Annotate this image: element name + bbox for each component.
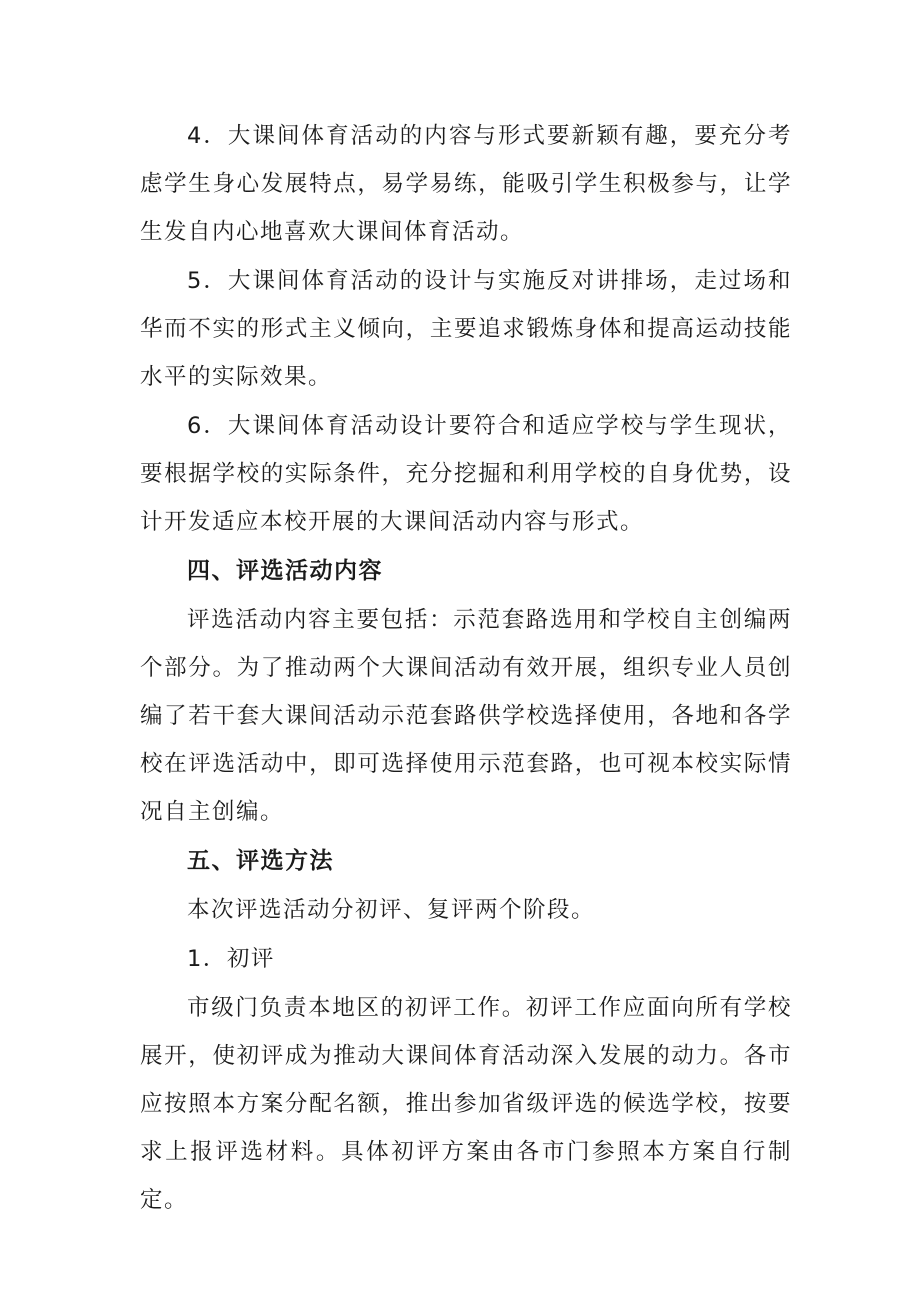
subheading-preliminary: 1．初评 [187,946,275,972]
section-heading-4: 四、评选活动内容 [187,558,383,584]
paragraph-item-5: 5．大课间体育活动的设计与实施反对讲排场，走过场和华而不实的形式主义倾向，主要追求锻炼身体和提高运动技能水平的实际效果。 [140,268,792,390]
paragraph-activity-content: 评选活动内容主要包括：示范套路选用和学校自主创编两个部分。为了推动两个大课间活动有效开展，组织专业人员创编了若干套大课间活动示范套路供学校选择使用，各地和各学校在评选活动中，即可选择使用示范套路，也可视本校实际情况自主创编。 [140,607,792,825]
paragraph-preliminary: 市级门负责本地区的初评工作。初评工作应面向所有学校展开，使初评成为推动大课间体育活动深入发展的动力。各市应按照本方案分配名额，推出参加省级评选的候选学校，按要求上报评选材料。具体初评方案由各市门参照本方案自行制定。 [140,995,792,1213]
section-heading-5: 五、评选方法 [187,848,334,874]
paragraph-item-6: 6．大课间体育活动设计要符合和适应学校与学生现状，要根据学校的实际条件，充分挖掘和利用学校的自身优势，设计开发适应本校开展的大课间活动内容与形式。 [140,413,792,535]
paragraph-item-4: 4．大课间体育活动的内容与形式要新颖有趣，要充分考虑学生身心发展特点，易学易练，能吸引学生积极参与，让学生发自内心地喜欢大课间体育活动。 [140,123,792,245]
paragraph-stages: 本次评选活动分初评、复评两个阶段。 [187,897,596,923]
document-page [140,112,792,1224]
